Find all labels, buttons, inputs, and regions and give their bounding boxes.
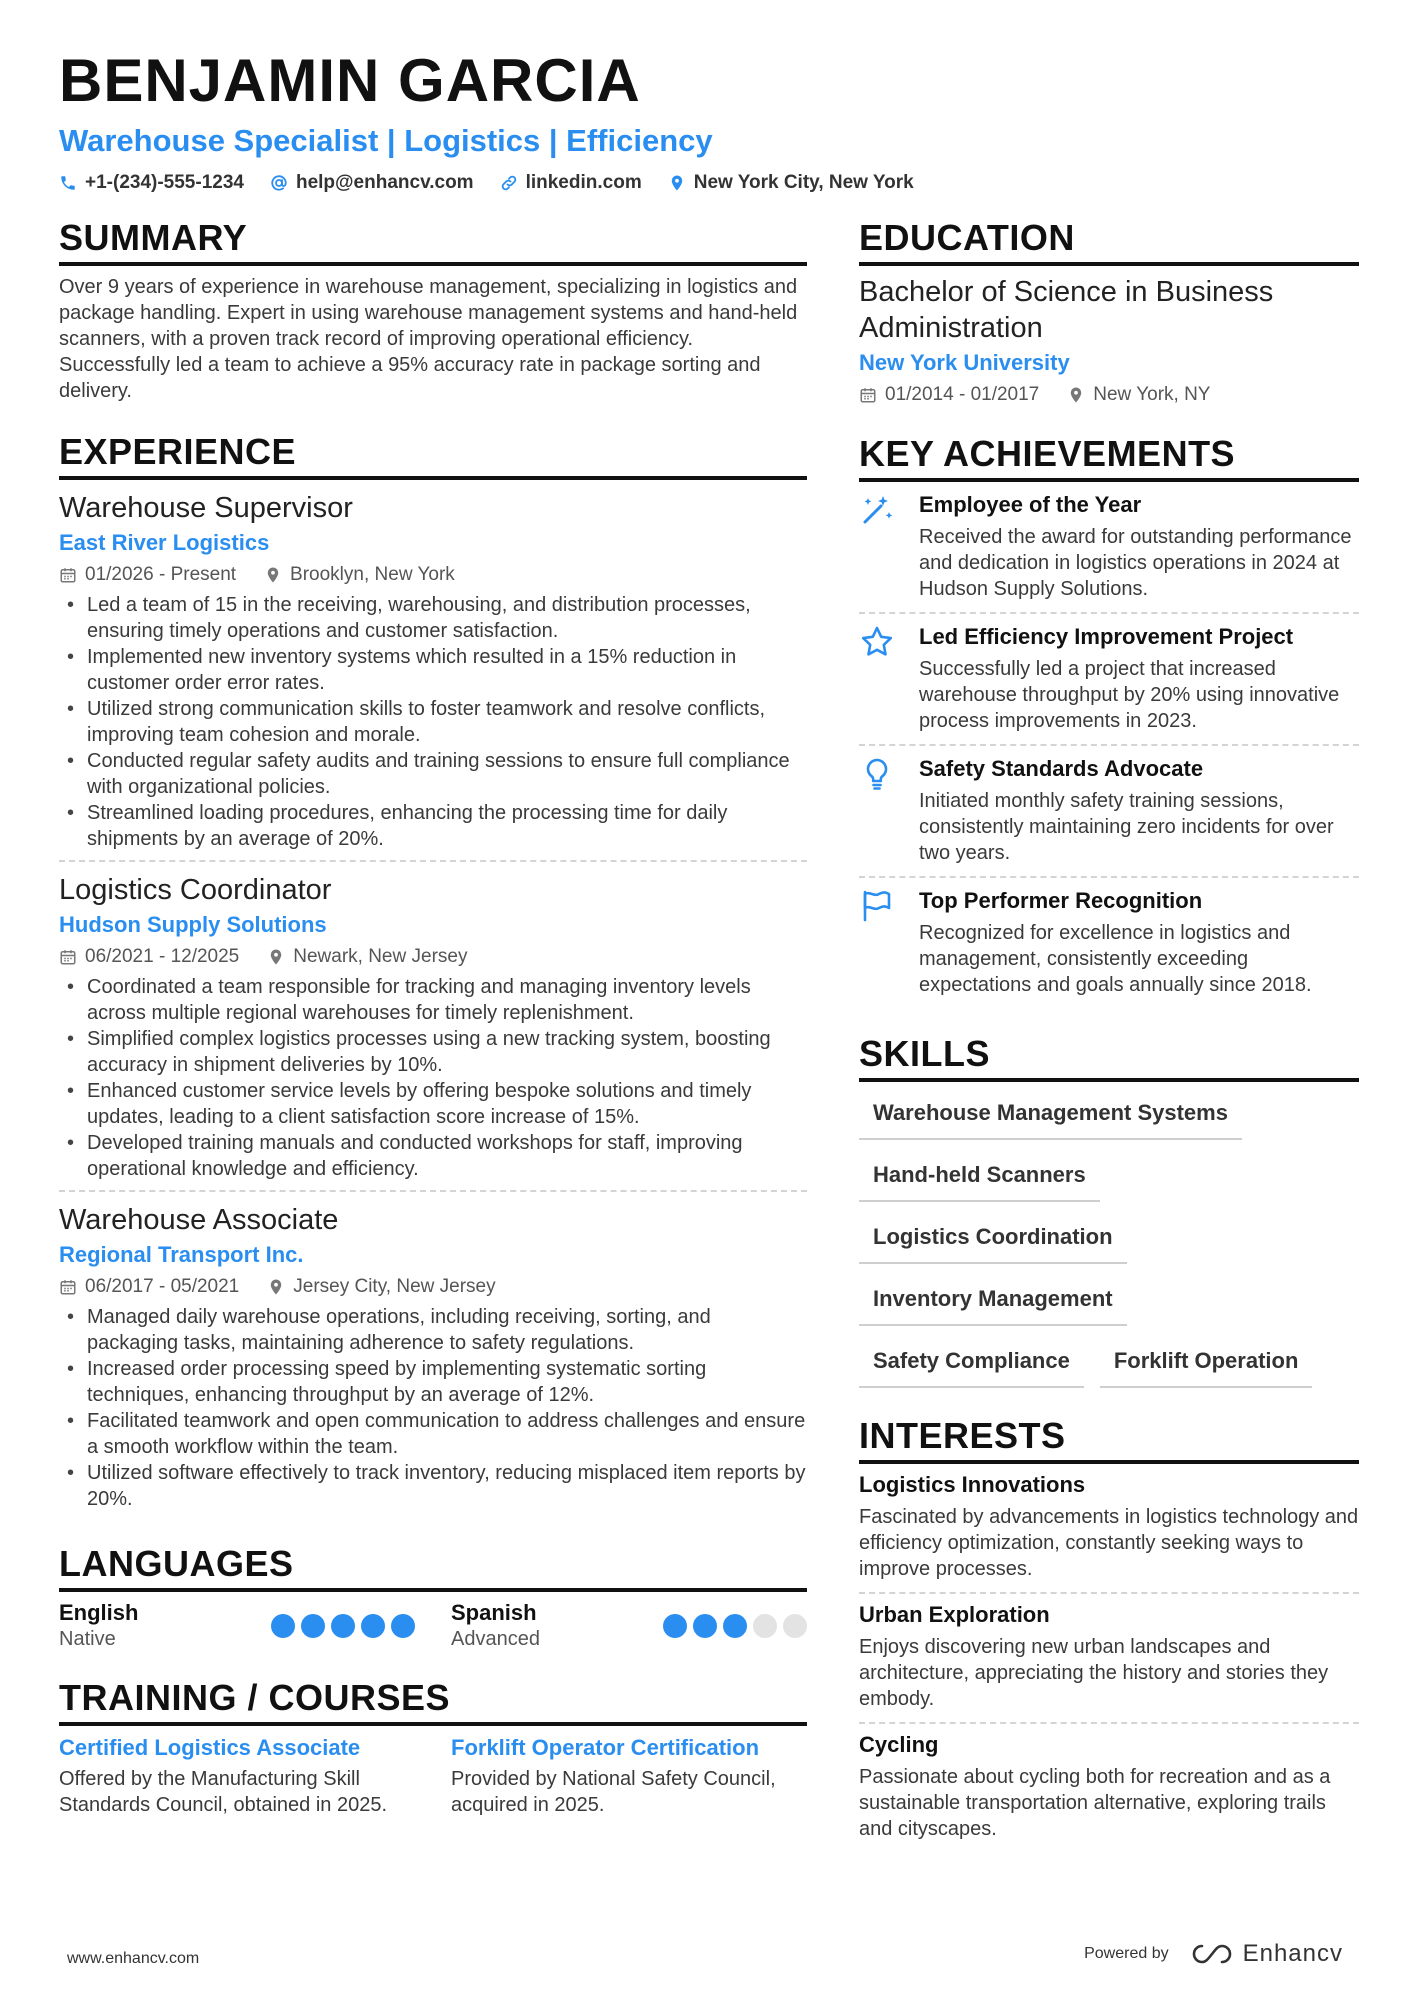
language-name: English — [59, 1600, 139, 1625]
job-location — [267, 944, 467, 970]
job-dates — [59, 562, 236, 588]
job-bullet: • Utilized strong communication skills to foster teamwork and resolve conflicts, improving team cohesion and morale. — [59, 696, 807, 748]
candidate-name: BENJAMIN GARCIA — [59, 47, 641, 114]
brand-logo[interactable] — [1189, 1940, 1343, 1968]
job-entry — [59, 1190, 807, 1520]
contact-phone-text: +1-(234)-555-1234 — [85, 172, 244, 193]
contact-location — [668, 172, 914, 194]
job-bullet: • Simplified complex logistics processes using a new tracking system, boosting accuracy in shipment deliveries by 10%. — [59, 1026, 807, 1078]
interest-title: Logistics Innovations — [859, 1472, 1086, 1497]
education-dates-text: 01/2014 - 01/2017 — [885, 384, 1040, 405]
job-bullet: • Led a team of 15 in the receiving, warehousing, and distribution processes, ensuring timely operations and customer satisfaction. — [59, 592, 807, 644]
education-section — [859, 218, 1359, 408]
contact-location-text: New York City, New York — [693, 172, 914, 193]
languages-list — [59, 1600, 807, 1652]
skill-tag: Hand-held Scanners — [859, 1154, 1100, 1202]
language-level: Native — [59, 1628, 116, 1650]
language-level: Advanced — [451, 1628, 540, 1650]
rating-dot-empty — [783, 1614, 807, 1638]
job-bullet: • Implemented new inventory systems which resulted in a 15% reduction in customer order error rates. — [59, 644, 807, 696]
job-location-text: Jersey City, New Jersey — [293, 1276, 496, 1297]
job-bullets — [59, 592, 807, 852]
job-title: Warehouse Supervisor — [59, 492, 353, 524]
achievements-section — [859, 434, 1359, 1008]
job-bullet: • Enhanced customer service levels by offering bespoke solutions and timely updates, leading to a client satisfaction score increase of 15%. — [59, 1078, 807, 1130]
job-location — [267, 1274, 495, 1300]
location-pin-icon — [267, 1278, 285, 1296]
education-heading: EDUCATION — [859, 218, 1359, 266]
interest-description: Fascinated by advancements in logistics technology and efficiency optimization, constantly seeking ways to improve processes. — [859, 1506, 1359, 1580]
calendar-icon — [859, 386, 877, 404]
skill-tag: Inventory Management — [859, 1278, 1127, 1326]
location-pin-icon — [668, 174, 686, 192]
rating-dot-filled — [723, 1614, 747, 1638]
rating-dot-filled — [271, 1614, 295, 1638]
job-dates — [59, 944, 239, 970]
contact-link-text: linkedin.com — [525, 172, 642, 193]
interest-item — [859, 1464, 1359, 1592]
skill-tag: Logistics Coordination — [859, 1216, 1127, 1264]
achievement-title: Top Performer Recognition — [919, 888, 1203, 913]
brand-name: Enhancv — [1242, 1940, 1343, 1967]
achievement-description: Successfully led a project that increased warehouse throughput by 20% using innovative process improvements in 2023. — [919, 658, 1340, 732]
experience-heading: EXPERIENCE — [59, 432, 807, 480]
candidate-headline: Warehouse Specialist | Logistics | Efficiency — [59, 123, 713, 158]
interest-item — [859, 1592, 1359, 1722]
education-school: New York University — [859, 350, 1070, 375]
contact-bar — [59, 172, 1359, 194]
interest-description: Enjoys discovering new urban landscapes and architecture, appreciating the history and stories they embody. — [859, 1636, 1329, 1710]
lightbulb-icon — [859, 754, 901, 866]
left-column — [59, 218, 807, 1818]
job-meta — [59, 944, 807, 970]
job-bullet: • Managed daily warehouse operations, including receiving, sorting, and packaging tasks, maintaining adherence to safety regulations. — [59, 1304, 807, 1356]
education-meta — [859, 382, 1359, 408]
education-dates — [859, 382, 1039, 408]
rating-dot-filled — [331, 1614, 355, 1638]
interest-title: Urban Exploration — [859, 1602, 1050, 1627]
language-item — [451, 1600, 807, 1652]
skills-section — [859, 1034, 1359, 1388]
interest-item — [859, 1722, 1359, 1852]
job-meta — [59, 562, 807, 588]
course-title: Forklift Operator Certification — [451, 1735, 760, 1760]
language-item — [59, 1600, 415, 1652]
location-pin-icon — [267, 948, 285, 966]
job-meta — [59, 1274, 807, 1300]
achievement-description: Initiated monthly safety training sessions, consistently maintaining zero incidents for over two years. — [919, 790, 1334, 864]
job-bullets — [59, 974, 807, 1182]
training-section — [59, 1678, 807, 1818]
experience-section — [59, 432, 807, 1520]
flag-icon — [859, 886, 901, 998]
calendar-icon — [59, 1278, 77, 1296]
skill-tag: Safety Compliance — [859, 1340, 1084, 1388]
contact-email-text: help@enhancv.com — [295, 172, 474, 193]
course-title: Certified Logistics Associate — [59, 1735, 361, 1760]
location-pin-icon — [264, 566, 282, 584]
resume-header — [59, 46, 1359, 194]
calendar-icon — [59, 948, 77, 966]
achievement-title: Employee of the Year — [919, 492, 1142, 517]
job-title: Logistics Coordinator — [59, 874, 332, 906]
skill-tag: Forklift Operation — [1100, 1340, 1313, 1388]
phone-icon — [59, 174, 77, 192]
calendar-icon — [59, 566, 77, 584]
job-entry — [59, 480, 807, 860]
job-bullet: • Streamlined loading procedures, enhancing the processing time for daily shipments by an average of 20%. — [59, 800, 807, 852]
achievement-item — [859, 876, 1359, 1008]
job-dates-text: 06/2021 - 12/2025 — [85, 946, 240, 967]
job-title: Warehouse Associate — [59, 1204, 339, 1236]
right-column — [859, 218, 1359, 1852]
language-name: Spanish — [451, 1600, 537, 1625]
course-description: Offered by the Manufacturing Skill Standards Council, obtained in 2025. — [59, 1768, 388, 1816]
location-pin-icon — [1067, 386, 1085, 404]
rating-dot-filled — [663, 1614, 687, 1638]
magic-wand-icon — [859, 490, 901, 602]
language-rating — [663, 1614, 807, 1638]
interest-description: Passionate about cycling both for recreation and as a sustainable transportation alternative, exploring trails and cityscapes. — [859, 1766, 1331, 1840]
job-dates — [59, 1274, 239, 1300]
job-bullets — [59, 1304, 807, 1512]
achievements-heading: KEY ACHIEVEMENTS — [859, 434, 1359, 482]
link-icon — [500, 174, 518, 192]
achievement-item — [859, 612, 1359, 744]
job-entry — [59, 860, 807, 1190]
job-location — [264, 562, 455, 588]
course-item — [59, 1734, 415, 1818]
summary-heading: SUMMARY — [59, 218, 807, 266]
contact-link[interactable] — [500, 172, 642, 194]
achievement-description: Recognized for excellence in logistics and management, consistently exceeding expectations and goals annually since 2018. — [919, 922, 1312, 996]
training-heading: TRAINING / COURSES — [59, 1678, 807, 1726]
course-item — [451, 1734, 807, 1818]
at-sign-icon — [270, 174, 288, 192]
enhancv-logo-icon — [1189, 1941, 1235, 1967]
achievement-description: Received the award for outstanding performance and dedication in logistics operations in 2024 at Hudson Supply Solutions. — [919, 526, 1352, 600]
rating-dot-filled — [361, 1614, 385, 1638]
job-bullet: • Facilitated teamwork and open communication to address challenges and ensure a smooth workflow within the team. — [59, 1408, 807, 1460]
job-bullet: • Utilized software effectively to track inventory, reducing misplaced item reports by 20%. — [59, 1460, 807, 1512]
achievement-item — [859, 482, 1359, 612]
interests-heading: INTERESTS — [859, 1416, 1359, 1464]
summary-section — [59, 218, 807, 404]
achievement-item — [859, 744, 1359, 876]
education-degree: Bachelor of Science in Business Administration — [859, 276, 1274, 344]
job-bullet: • Coordinated a team responsible for tracking and managing inventory levels across multiple regional warehouses for timely replenishment. — [59, 974, 807, 1026]
star-icon — [859, 622, 901, 734]
language-rating — [271, 1614, 415, 1638]
job-company: Regional Transport Inc. — [59, 1242, 304, 1267]
education-location — [1067, 382, 1210, 408]
footer-website[interactable]: www.enhancv.com — [67, 1950, 200, 1967]
job-location-text: Newark, New Jersey — [293, 946, 468, 967]
powered-by-label: Powered by — [1084, 1945, 1169, 1962]
courses-list — [59, 1734, 807, 1818]
education-location-text: New York, NY — [1093, 384, 1211, 405]
rating-dot-empty — [753, 1614, 777, 1638]
skills-list — [859, 1092, 1359, 1388]
interests-section — [859, 1416, 1359, 1852]
languages-heading: LANGUAGES — [59, 1544, 807, 1592]
job-bullet: • Developed training manuals and conducted workshops for staff, improving operational knowledge and efficiency. — [59, 1130, 807, 1182]
rating-dot-filled — [693, 1614, 717, 1638]
interest-title: Cycling — [859, 1732, 939, 1757]
job-bullet: • Increased order processing speed by implementing systematic sorting techniques, enhancing throughput by an average of 12%. — [59, 1356, 807, 1408]
rating-dot-filled — [391, 1614, 415, 1638]
skills-heading: SKILLS — [859, 1034, 1359, 1082]
languages-section — [59, 1544, 807, 1652]
job-location-text: Brooklyn, New York — [290, 564, 455, 585]
skill-tag: Warehouse Management Systems — [859, 1092, 1242, 1140]
job-company: East River Logistics — [59, 530, 270, 555]
job-bullet: • Conducted regular safety audits and training sessions to ensure full compliance with organizational policies. — [59, 748, 807, 800]
job-company: Hudson Supply Solutions — [59, 912, 327, 937]
job-dates-text: 06/2017 - 05/2021 — [85, 1276, 240, 1297]
summary-text: Over 9 years of experience in warehouse management, specializing in logistics and package handling. Expert in using warehouse management systems and hand-held scanners, with a proven track record of improving operational efficiency. Successfully led a team to achieve a 95% accuracy rate in package sorting and delivery. — [59, 276, 798, 402]
contact-email[interactable] — [270, 172, 474, 194]
achievement-title: Led Efficiency Improvement Project — [919, 624, 1294, 649]
rating-dot-filled — [301, 1614, 325, 1638]
contact-phone[interactable] — [59, 172, 244, 194]
footer-branding — [1084, 1940, 1343, 1968]
course-description: Provided by National Safety Council, acquired in 2025. — [451, 1768, 776, 1816]
achievement-title: Safety Standards Advocate — [919, 756, 1204, 781]
job-dates-text: 01/2026 - Present — [85, 564, 237, 585]
